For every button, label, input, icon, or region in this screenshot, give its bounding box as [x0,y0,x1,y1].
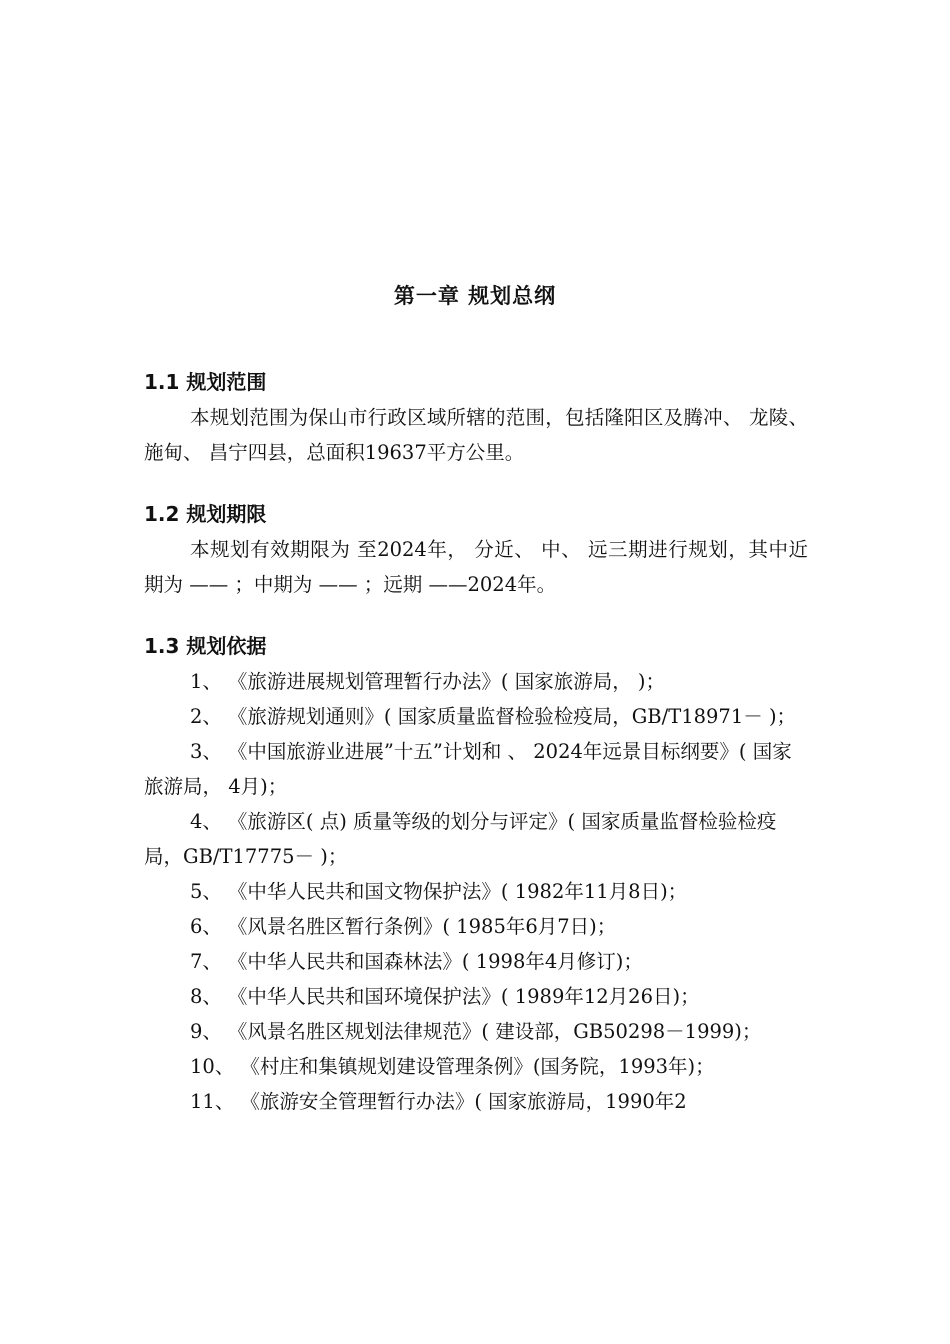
list-item [144,1014,808,1049]
section-heading: 1.1 规划范围 [144,370,267,394]
list-item-text: 《风景名胜区规划法律规范》( 建设部，GB50298－1999)； [227,1020,762,1043]
list-item-text: 《旅游进展规划管理暂行办法》( 国家旅游局， )； [227,670,666,693]
list-item [144,804,808,874]
list-item-number: 9、 [190,1020,222,1043]
list-item-text: 《旅游安全管理暂行办法》( 国家旅游局，1990年2 [240,1090,687,1113]
list-item [144,699,808,734]
section-period [144,497,808,602]
list-item-number: 2、 [190,705,222,728]
list-item-text: 《旅游区( 点) 质量等级的划分与评定》( 国家质量监督检验检疫局，GB/T17775－ )； [144,810,777,868]
list-item-text: 《中华人民共和国文物保护法》( 1982年11月8日)； [227,880,688,903]
list-item-text: 《中华人民共和国森林法》( 1998年4月修订)； [227,950,643,973]
chapter-body [144,365,808,1146]
list-item-number: 8、 [190,985,222,1008]
list-item-number: 6、 [190,915,222,938]
list-item-number: 11、 [190,1090,235,1113]
list-item-number: 5、 [190,880,222,903]
list-item-text: 《中华人民共和国环境保护法》( 1989年12月26日)； [227,985,700,1008]
list-item-text: 《风景名胜区暂行条例》( 1985年6月7日)； [227,915,617,938]
list-item [144,664,808,699]
list-item [144,944,808,979]
list-item [144,909,808,944]
list-item [144,734,808,804]
list-item [144,979,808,1014]
section-heading: 1.3 规划依据 [144,634,267,658]
list-item-text: 《村庄和集镇规划建设管理条例》(国务院，1993年)； [240,1055,715,1078]
list-item [144,1049,808,1084]
list-item-number: 1、 [190,670,222,693]
section-paragraph: 本规划有效期限为 至2024年， 分近、 中、 远三期进行规划，其中近期为 —— ；中期为 —— ；远期 ——2024年。 [144,538,808,596]
chapter-title: 第一章 规划总纲 [393,284,557,308]
list-item [144,874,808,909]
list-item-number: 10、 [190,1055,235,1078]
list-item-text: 《旅游规划通则》( 国家质量监督检验检疫局，GB/T18971－ )； [227,705,797,728]
list-item-number: 4、 [190,810,222,833]
section-basis [144,629,808,1119]
list-item-text: 《中国旅游业进展”十五”计划和 、 2024年远景目标纲要》( 国家旅游局， 4月)； [144,740,792,798]
list-item-number: 7、 [190,950,222,973]
section-heading: 1.2 规划期限 [144,502,267,526]
section-scope [144,365,808,470]
list-item-number: 3、 [190,740,222,763]
list-item [144,1084,808,1119]
section-paragraph: 本规划范围为保山市行政区域所辖的范围，包括隆阳区及腾冲、 龙陵、 施甸、 昌宁四县，总面积19637平方公里。 [144,406,808,464]
